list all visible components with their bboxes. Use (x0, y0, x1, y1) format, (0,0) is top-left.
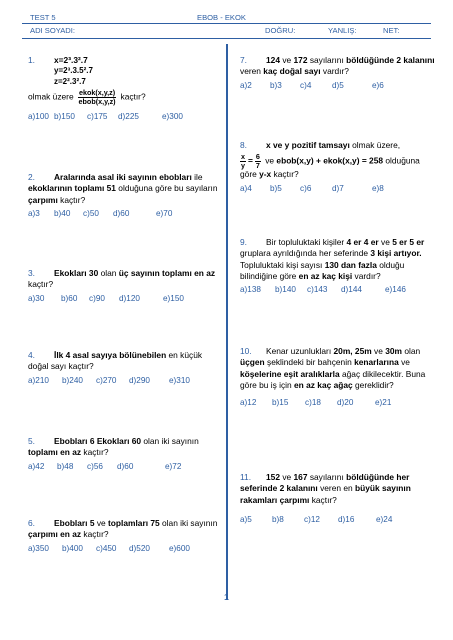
answer-options (240, 80, 436, 91)
option-b[interactable]: b)8 (272, 515, 284, 525)
equation-x: x=2³.3².7 (54, 55, 88, 65)
option-e[interactable]: e)310 (169, 375, 190, 385)
question-text: toplamları 75 (108, 518, 160, 528)
question-text: olmak üzere, (352, 140, 401, 150)
question-text: olduğu bilindiğine göre (240, 259, 405, 282)
question-3 (28, 268, 224, 304)
net-label: NET: (383, 26, 400, 35)
page-number: 1 (224, 592, 229, 602)
question-text: 4 er 4 er (346, 237, 379, 247)
question-text: ve (96, 518, 106, 528)
question-text: 130 dan fazla (324, 259, 377, 270)
question-text: göre (240, 169, 257, 180)
question-text: Ebobları 6 Ekokları 60 (54, 436, 142, 446)
option-b[interactable]: b)150 (54, 112, 75, 122)
fraction-denominator: ebob(x,y,z) (78, 96, 116, 106)
question-8: 8. x ve y pozitif tamsayı olmak üzere, $\frac{x}{y}$ = $\frac{6}{7}$ ve ebob(x,y) + ekok(x,y) = 258 olduğuna göre y-x kaçtır? a)4 b)5 c)6 d)7 e)8 (240, 140, 436, 194)
question-text: ekoklarının toplamı 51 (28, 183, 116, 194)
option-c[interactable]: c)50 (83, 209, 99, 219)
question-text: ve (265, 155, 275, 166)
question-number: 4. (28, 350, 35, 360)
fraction-denominator: 7 (255, 160, 260, 170)
option-d[interactable]: d)225 (118, 112, 139, 122)
question-number: 2. (28, 172, 35, 182)
option-d[interactable]: d)520 (129, 543, 150, 553)
question-text: 152 (266, 472, 280, 482)
question-text: olduğuna (385, 155, 420, 166)
question-number: 11. (240, 472, 252, 482)
option-c[interactable]: c)6 (300, 183, 312, 193)
question-text: ve (282, 55, 292, 65)
option-c[interactable]: c)4 (300, 80, 312, 90)
question-text: olan iki sayının (162, 518, 218, 528)
page-title: EBOB - EKOK (197, 13, 246, 22)
option-e[interactable]: e)150 (163, 293, 184, 303)
option-e[interactable]: e)300 (162, 112, 183, 122)
question-4 (28, 350, 224, 386)
question-7 (240, 55, 436, 91)
question-text: böldüğünde her seferinde 2 kalanını (240, 472, 410, 494)
option-d[interactable]: d)144 (341, 285, 362, 295)
question-text: ve (381, 237, 390, 247)
question-text: ve (401, 357, 410, 368)
option-a[interactable]: a)42 (28, 461, 45, 471)
question-number: 3. (28, 268, 35, 278)
question-text: en az kaç ağaç (294, 380, 353, 391)
question-text: veren en (320, 483, 353, 494)
question-text: üçgen (240, 357, 265, 368)
question-text: 30m (385, 346, 402, 356)
option-b[interactable]: b)140 (275, 285, 296, 295)
question-text: Kenar uzunlukları (266, 346, 332, 356)
answer-options (28, 111, 224, 122)
question-text: ile (194, 172, 203, 182)
question-text: vardır? (322, 66, 349, 77)
test-number: TEST 5 (30, 13, 56, 22)
option-d[interactable]: d)60 (113, 209, 130, 219)
question-text: kaçtır? (273, 169, 299, 180)
question-text: x ve y pozitif tamsayı (266, 140, 350, 150)
header-bottom-divider (22, 38, 431, 39)
equation-y: y=2³.3.5².7 (54, 66, 93, 76)
question-text: kaçtır? (83, 447, 109, 458)
question-text: köşelerine eşit aralıklarla (240, 368, 340, 379)
question-text: Bir topluluktaki kişiler (266, 237, 345, 247)
option-d[interactable]: d)5 (332, 80, 344, 90)
fraction (78, 89, 116, 105)
option-a[interactable]: a)3 (28, 209, 40, 219)
option-e[interactable]: e)72 (165, 461, 182, 471)
question-5 (28, 436, 224, 472)
question-text: Aralarında asal iki sayının ebobları (54, 172, 192, 182)
question-number: 9. (240, 237, 247, 247)
option-d[interactable]: d)7 (332, 183, 344, 193)
option-b[interactable]: b)40 (54, 209, 71, 219)
option-a[interactable]: a)4 (240, 183, 252, 193)
fraction (255, 153, 261, 169)
option-a[interactable]: a)350 (28, 543, 49, 553)
option-b[interactable]: b)3 (270, 80, 282, 90)
equation-z: z=2².3².7 (54, 77, 86, 87)
option-a[interactable]: a)12 (240, 398, 257, 408)
fraction-numerator: ekok(x,y,z) (78, 87, 116, 97)
question-text: çarpımı (28, 194, 58, 205)
question-text: İlk 4 asal sayıya bölünebilen (54, 350, 167, 360)
option-c[interactable]: c)270 (96, 375, 117, 385)
question-text: kenarlarına (354, 357, 399, 368)
question-6 (28, 518, 224, 554)
question-text: 5 er 5 er (392, 237, 425, 247)
question-10 (240, 346, 436, 408)
question-text: Ekokları 30 (54, 268, 99, 278)
question-text: gereklidir? (355, 380, 394, 391)
question-text: ve (374, 346, 383, 356)
question-text: kaç doğal sayı (263, 66, 321, 77)
option-b[interactable]: b)15 (272, 398, 289, 408)
option-e[interactable]: e)6 (372, 80, 384, 90)
option-c[interactable]: c)143 (307, 285, 328, 295)
question-text: Ebobları 5 (54, 518, 95, 528)
question-text: vardır? (354, 271, 381, 282)
question-text: kaçtır? (120, 91, 146, 102)
answer-options (240, 397, 436, 408)
question-text: sayılarını (309, 472, 344, 482)
option-c[interactable]: c)12 (304, 515, 320, 525)
option-e[interactable]: e)21 (375, 398, 392, 408)
option-a[interactable]: a)2 (240, 80, 252, 90)
option-c[interactable]: c)90 (89, 293, 105, 303)
question-text: böldüğünde 2 kalanını (346, 55, 435, 65)
option-c[interactable]: c)56 (87, 461, 103, 471)
option-b[interactable]: b)5 (270, 183, 282, 193)
wrong-label: YANLIŞ: (328, 26, 357, 35)
question-text: olan iki sayının (143, 436, 199, 446)
question-text: olan (404, 346, 421, 356)
question-text: toplamı en az (28, 447, 82, 458)
question-text: 3 kişi artıyor. (370, 248, 422, 259)
option-c[interactable]: c)450 (96, 543, 117, 553)
question-number: 1. (28, 55, 35, 65)
question-text: kaçtır? (60, 194, 86, 205)
fraction-numerator: x (241, 152, 245, 162)
answer-options (28, 208, 224, 219)
option-a[interactable]: a)138 (240, 285, 261, 295)
fraction-denominator: y (241, 160, 245, 170)
question-text: Topluluktaki kişi sayısı (240, 259, 323, 270)
question-number: 8. (240, 140, 247, 150)
question-9 (240, 237, 436, 295)
fraction (240, 153, 246, 169)
question-number: 10. (240, 346, 252, 356)
answer-options (28, 293, 224, 304)
question-number: 5. (28, 436, 35, 446)
question-text: sayılarını (309, 55, 344, 65)
question-text: 172 (293, 55, 308, 65)
question-11 (240, 472, 436, 525)
answer-options (28, 461, 224, 472)
question-number: 7. (240, 55, 247, 65)
question-text: olmak üzere (28, 91, 74, 102)
option-b[interactable]: b)60 (61, 293, 78, 303)
answer-options (28, 375, 224, 386)
question-1 (28, 55, 224, 122)
question-text: olan (100, 268, 117, 278)
question-text: gruplara ayrıldığında her seferinde (240, 248, 369, 259)
option-a[interactable]: a)100 (28, 112, 49, 122)
option-c[interactable]: c)175 (87, 112, 108, 122)
answer-options (240, 183, 436, 194)
question-text: en küçük doğal sayı kaçtır? (28, 350, 203, 372)
option-d[interactable]: d)120 (119, 293, 140, 303)
question-text: şeklindeki bir bahçenin (267, 357, 352, 368)
option-b[interactable]: b)240 (62, 375, 83, 385)
column-divider (226, 44, 228, 600)
question-text: 124 (266, 55, 280, 65)
option-e[interactable]: e)146 (385, 285, 406, 295)
option-b[interactable]: b)400 (62, 543, 83, 553)
fraction-numerator: 6 (255, 152, 260, 162)
option-d[interactable]: d)16 (338, 515, 355, 525)
answer-options (28, 543, 224, 554)
question-text: ve (282, 472, 292, 482)
question-text: kaçtır? (83, 529, 109, 540)
option-a[interactable]: a)5 (240, 515, 252, 525)
correct-label: DOĞRU: (265, 26, 296, 35)
question-text: kaçtır? (311, 494, 337, 505)
option-d[interactable]: d)20 (337, 398, 354, 408)
question-text: 167 (293, 472, 308, 482)
question-text: ebob(x,y) + ekok(x,y) = 258 (276, 155, 384, 166)
option-a[interactable]: a)30 (28, 293, 45, 303)
option-e[interactable]: e)8 (372, 183, 384, 193)
question-text: kaçtır? (28, 279, 54, 290)
question-text: olduğuna göre bu sayıların (118, 183, 218, 194)
option-d[interactable]: d)290 (129, 375, 150, 385)
question-text: üç sayının toplamı en az (118, 268, 216, 278)
answer-options (240, 284, 436, 295)
question-text: veren (240, 66, 261, 77)
question-text: ağaç dikilecektir. Buna göre bu iş için (240, 368, 426, 391)
option-e[interactable]: e)70 (156, 209, 173, 219)
option-d[interactable]: d)60 (117, 461, 134, 471)
name-label: ADI SOYADI: (30, 26, 76, 35)
option-a[interactable]: a)210 (28, 375, 49, 385)
option-e[interactable]: e)600 (169, 543, 190, 553)
header-divider (22, 23, 431, 24)
answer-options (240, 514, 436, 525)
question-text: büyük sayının rakamları çarpımı (240, 483, 411, 505)
question-number: 6. (28, 518, 35, 528)
question-text: y-x (259, 169, 272, 180)
option-c[interactable]: c)18 (305, 398, 321, 408)
question-2 (28, 172, 224, 219)
question-text: en az kaç kişi (298, 271, 353, 282)
option-e[interactable]: e)24 (376, 515, 393, 525)
question-text: çarpımı en az (28, 529, 82, 540)
question-text: 20m, 25m (333, 346, 372, 356)
option-b[interactable]: b)48 (57, 461, 74, 471)
